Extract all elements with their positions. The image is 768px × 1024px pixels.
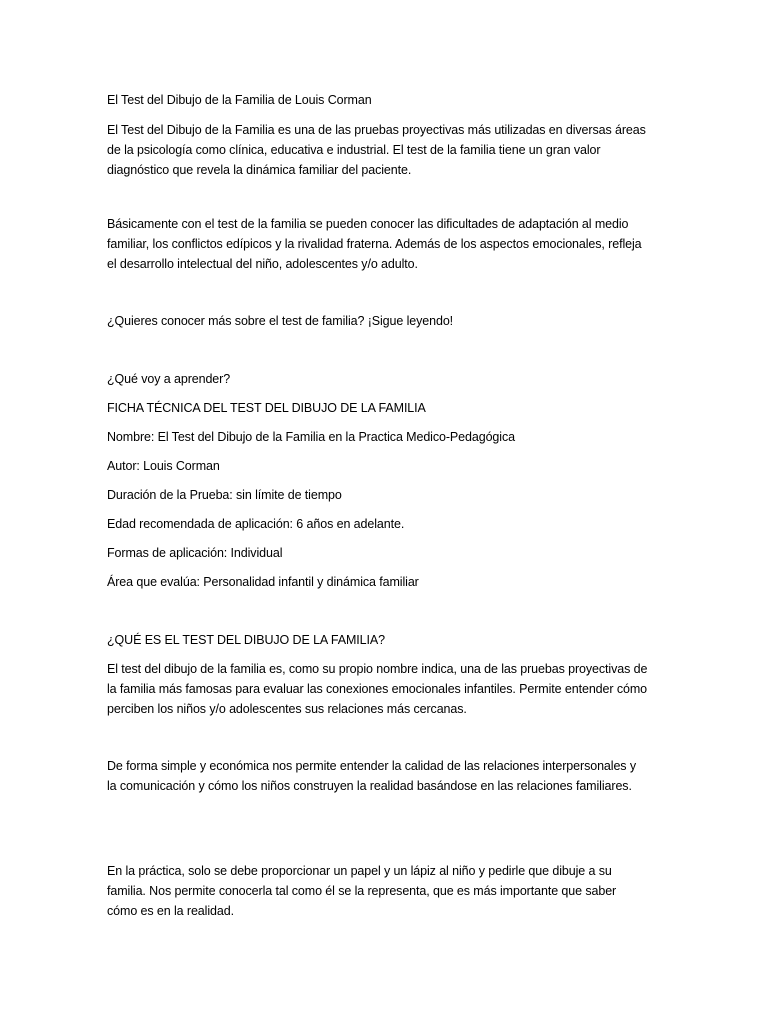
what-is-heading: ¿QUÉ ES EL TEST DEL DIBUJO DE LA FAMILIA? [107, 633, 385, 647]
simple-paragraph [107, 756, 667, 796]
paragraph-line: perciben los niños y/o adolescentes sus relaciones más cercanas. [107, 702, 467, 716]
sheet-name: Nombre: El Test del Dibujo de la Familia en la Practica Medico-Pedagógica [107, 430, 515, 444]
paragraph-line: diagnóstico que revela la dinámica familiar del paciente. [107, 163, 412, 177]
paragraph-line: De forma simple y económica nos permite entender la calidad de las relaciones interpersonales y [107, 759, 636, 773]
paragraph-line: la familia más famosas para evaluar las conexiones emocionales infantiles. Permite entender cómo [107, 682, 647, 696]
paragraph-line: El test del dibujo de la familia es, como su propio nombre indica, una de las pruebas proyectivas de [107, 662, 648, 676]
paragraph-line: cómo es en la realidad. [107, 904, 234, 918]
paragraph-line: El Test del Dibujo de la Familia es una de las pruebas proyectivas más utilizadas en diversas áreas [107, 123, 646, 137]
paragraph-line: el desarrollo intelectual del niño, adolescentes y/o adulto. [107, 257, 418, 271]
sheet-area: Área que evalúa: Personalidad infantil y dinámica familiar [107, 575, 419, 589]
technical-sheet-heading: FICHA TÉCNICA DEL TEST DEL DIBUJO DE LA FAMILIA [107, 401, 426, 415]
paragraph-line: familia. Nos permite conocerla tal como él se la representa, que es más importante que saber [107, 884, 617, 898]
paragraph-line: Básicamente con el test de la familia se pueden conocer las dificultades de adaptación al medio [107, 217, 629, 231]
intro-paragraph [107, 120, 667, 180]
paragraph-line: En la práctica, solo se debe proporcionar un papel y un lápiz al niño y pedirle que dibuje a su [107, 864, 612, 878]
question-learn: ¿Qué voy a aprender? [107, 372, 231, 386]
paragraph-line: familiar, los conflictos edípicos y la rivalidad fraterna. Además de los aspectos emocionales, refleja [107, 237, 642, 251]
question-more: ¿Quieres conocer más sobre el test de familia? ¡Sigue leyendo! [107, 314, 454, 328]
sheet-author: Autor: Louis Corman [107, 459, 220, 473]
document-title: El Test del Dibujo de la Familia de Louis Corman [107, 93, 372, 107]
what-is-paragraph [107, 659, 667, 719]
paragraph-line: de la psicología como clínica, educativa e industrial. El test de la familia tiene un gran valor [107, 143, 601, 157]
basics-paragraph [107, 214, 667, 274]
paragraph-line: la comunicación y cómo los niños construyen la realidad basándose en las relaciones familiares. [107, 779, 632, 793]
practice-paragraph [107, 861, 667, 921]
sheet-duration: Duración de la Prueba: sin límite de tiempo [107, 488, 342, 502]
sheet-forms: Formas de aplicación: Individual [107, 546, 283, 560]
sheet-age: Edad recomendada de aplicación: 6 años en adelante. [107, 517, 405, 531]
